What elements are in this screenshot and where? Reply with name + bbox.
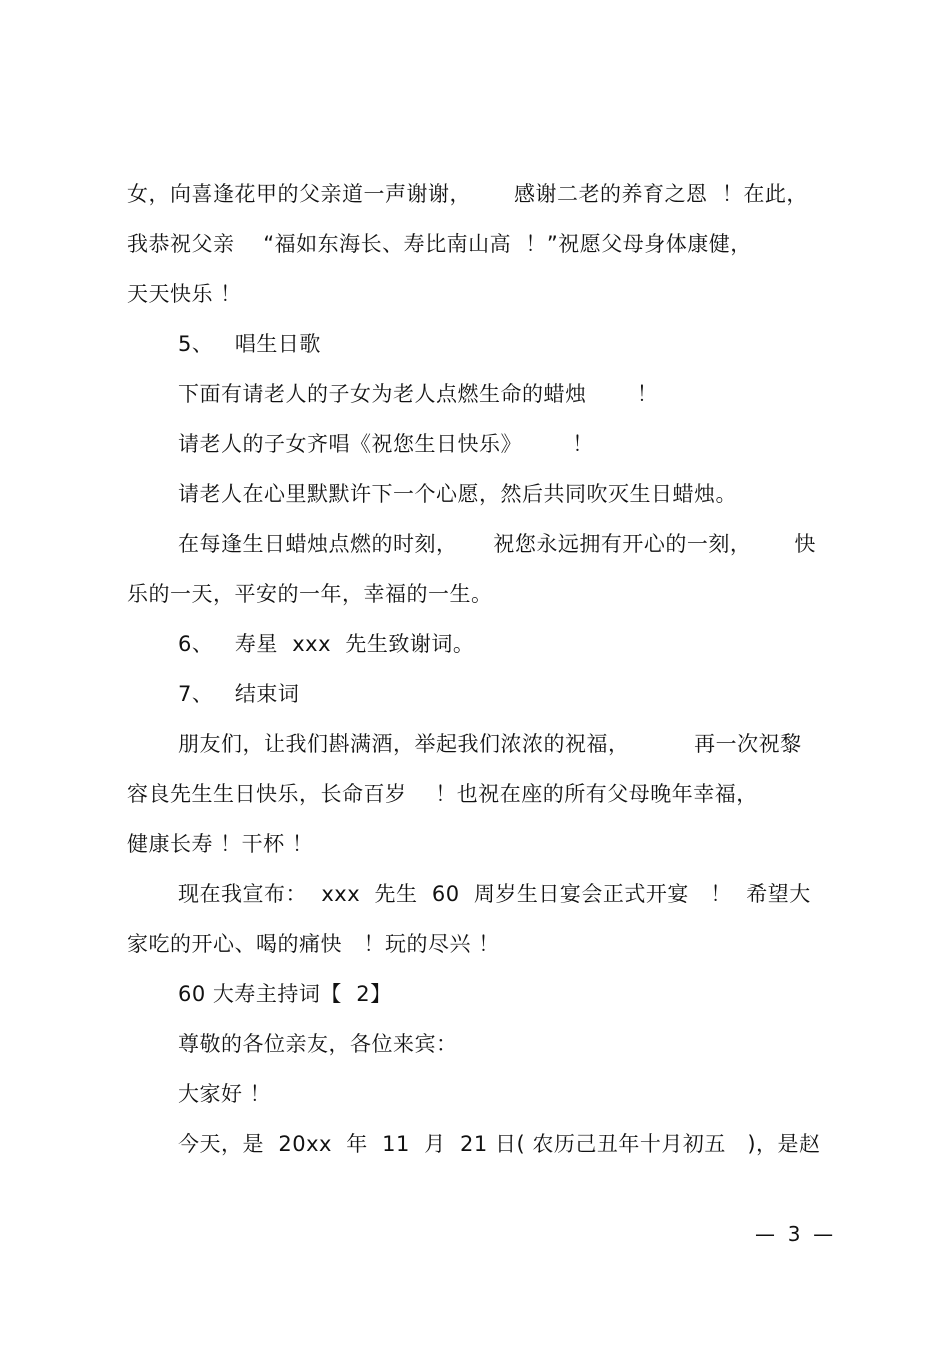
text-line: 我恭祝父亲 “福如东海长、寿比南山高 ！”祝愿父母身体康健，: [127, 232, 752, 256]
text-line: 乐的一天，平安的一年，幸福的一生。: [127, 582, 493, 606]
text-line: 尊敬的各位亲友，各位来宾：: [178, 1032, 458, 1056]
text-line: 现在我宣布： xxx 先生 60 周岁生日宴会正式开宴 ！ 希望大: [178, 882, 811, 906]
text-line: 朋友们，让我们斟满酒，举起我们浓浓的祝福， 再一次祝黎: [178, 732, 802, 756]
section-heading: 6、 寿星 xxx 先生致谢词。: [178, 632, 475, 656]
section-heading: 5、 唱生日歌: [178, 332, 321, 356]
text-line: 女，向喜逢花甲的父亲道一声谢谢， 感谢二老的养育之恩 ！在此，: [127, 182, 808, 206]
section-title: 60 大寿主持词【 2】: [178, 982, 392, 1006]
text-line: 今天，是 20xx 年 11 月 21 日( 农历己丑年十月初五 )，是赵: [178, 1132, 821, 1156]
text-line: 天天快乐 ！: [127, 282, 242, 306]
text-line: 请老人的子女齐唱《祝您生日快乐》 ！: [178, 432, 594, 456]
section-heading: 7、 结束词: [178, 682, 300, 706]
text-line: 请老人在心里默默许下一个心愿，然后共同吹灭生日蜡烛。: [178, 482, 737, 506]
text-line: 下面有请老人的子女为老人点燃生命的蜡烛 ！: [178, 382, 659, 406]
text-line: 家吃的开心、喝的痛快 ！玩的尽兴 ！: [127, 932, 500, 956]
text-line: 在每逢生日蜡烛点燃的时刻， 祝您永远拥有开心的一刻， 快: [178, 532, 816, 556]
page-number: — 3 —: [755, 1222, 834, 1246]
text-line: 大家好 ！: [178, 1082, 272, 1106]
text-line: 容良先生生日快乐，长命百岁 ！也祝在座的所有父母晚年幸福，: [127, 782, 758, 806]
text-line: 健康长寿 ！干杯 ！: [127, 832, 314, 856]
